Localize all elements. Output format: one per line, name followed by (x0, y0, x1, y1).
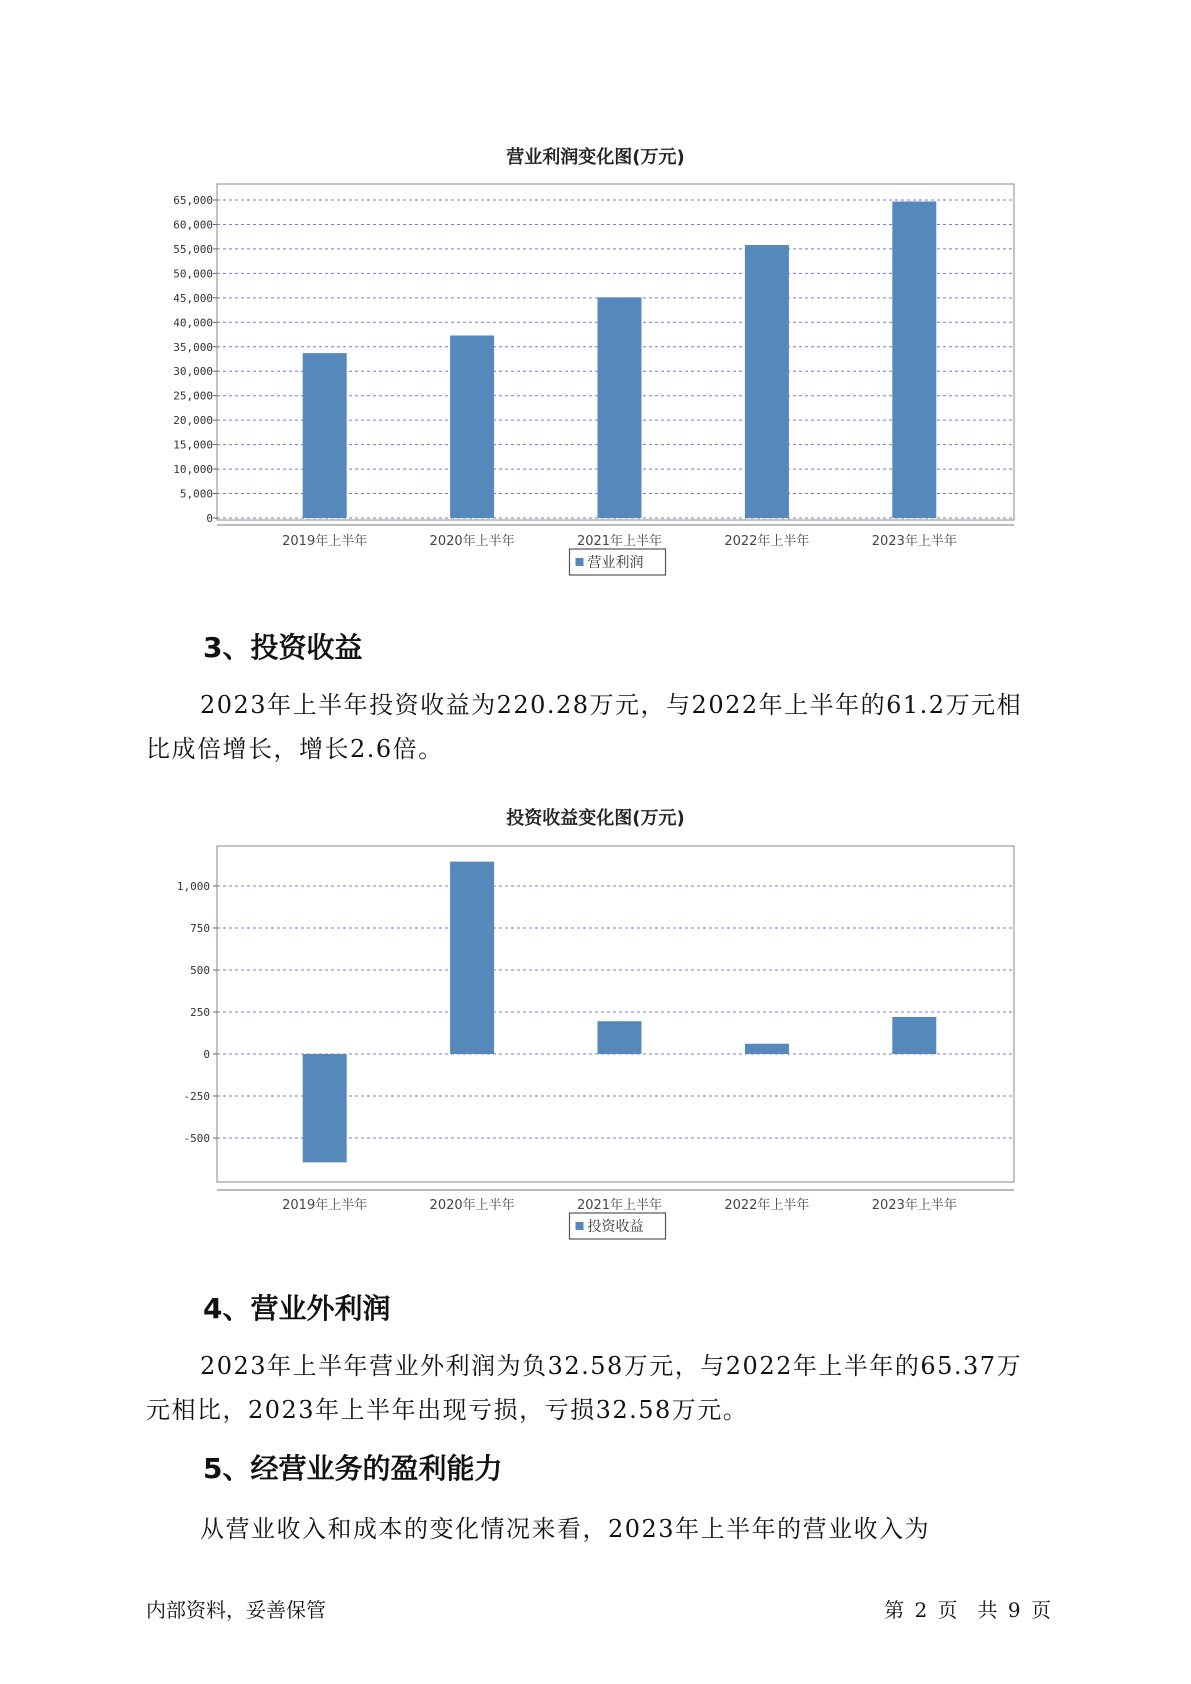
x-category-label: 2022年上半年 (724, 1198, 810, 1213)
y-tick-label: -500 (183, 1132, 210, 1145)
legend-label: 投资收益 (587, 1219, 644, 1235)
section5-line1: 从营业收入和成本的变化情况来看，2023年上半年的营业收入为 (200, 1515, 931, 1543)
y-tick-label: 0 (206, 512, 213, 525)
footer-page-number: 第 2 页 共 9 页 (884, 1598, 1051, 1622)
chart2-investment-income (0, 812, 1191, 1235)
section4-paragraph (146, 1344, 1046, 1432)
x-category-label: 2022年上半年 (724, 534, 810, 549)
x-category-label: 2023年上半年 (871, 1198, 957, 1213)
y-tick-label: 55,000 (173, 242, 213, 256)
section4-line1: 2023年上半年营业外利润为负32.58万元，与2022年上半年的65.37万 (200, 1352, 1023, 1380)
section4-heading: 4、营业外利润 (203, 1292, 391, 1325)
y-tick-label: 0 (203, 1048, 210, 1061)
x-category-label: 2019年上半年 (282, 534, 368, 549)
bar (598, 297, 642, 518)
y-tick-label: 45,000 (173, 291, 213, 305)
x-category-label: 2021年上半年 (576, 534, 663, 549)
footer-confidential-note: 内部资料，妥善保管 (146, 1598, 326, 1622)
y-tick-label: 750 (190, 922, 210, 935)
y-tick-label: 30,000 (173, 365, 213, 379)
y-tick-label: 5,000 (179, 487, 213, 501)
y-tick-label: 20,000 (173, 414, 213, 428)
y-tick-label: 50,000 (173, 267, 213, 281)
y-tick-label: -250 (183, 1090, 210, 1103)
bar (303, 1054, 347, 1162)
y-tick-label: 65,000 (173, 194, 213, 207)
y-tick-label: 60,000 (173, 218, 213, 232)
section3-line2: 比成倍增长，增长2.6倍。 (146, 735, 444, 763)
legend-label: 营业利润 (587, 555, 644, 571)
bar (450, 336, 494, 518)
legend-swatch (576, 558, 584, 566)
legend (570, 549, 666, 575)
section4-line2: 元相比，2023年上半年出现亏损，亏损32.58万元。 (146, 1396, 749, 1424)
y-tick-label: 500 (190, 964, 210, 977)
chart2-title: 投资收益变化图(万元) (506, 808, 685, 829)
bar (598, 1021, 642, 1054)
chart1-title: 营业利润变化图(万元) (506, 147, 685, 168)
legend-swatch (576, 1222, 584, 1230)
y-tick-label: 35,000 (173, 340, 213, 354)
section5-paragraph (146, 1507, 1046, 1551)
x-category-label: 2020年上半年 (429, 534, 515, 549)
x-category-label: 2021年上半年 (576, 1198, 663, 1213)
section3-line1: 2023年上半年投资收益为220.28万元，与2022年上半年的61.2万元相 (200, 691, 1023, 719)
legend (570, 1213, 666, 1239)
bar (892, 201, 936, 518)
y-tick-label: 1,000 (176, 880, 210, 893)
section5-heading: 5、经营业务的盈利能力 (203, 1452, 503, 1485)
bar (450, 862, 494, 1054)
x-category-label: 2023年上半年 (871, 534, 957, 549)
bar (892, 1017, 936, 1054)
y-tick-label: 250 (190, 1006, 210, 1019)
bar (303, 353, 347, 518)
x-category-label: 2020年上半年 (429, 1198, 515, 1213)
chart1-operating-profit (0, 150, 1191, 570)
y-tick-label: 25,000 (173, 389, 213, 403)
section3-heading: 3、投资收益 (203, 631, 363, 664)
bar (745, 245, 789, 518)
section3-paragraph (146, 683, 1046, 771)
bar (745, 1044, 789, 1054)
x-category-label: 2019年上半年 (282, 1198, 368, 1213)
y-tick-label: 40,000 (173, 316, 213, 330)
y-tick-label: 10,000 (173, 463, 213, 477)
y-tick-label: 15,000 (173, 438, 213, 452)
